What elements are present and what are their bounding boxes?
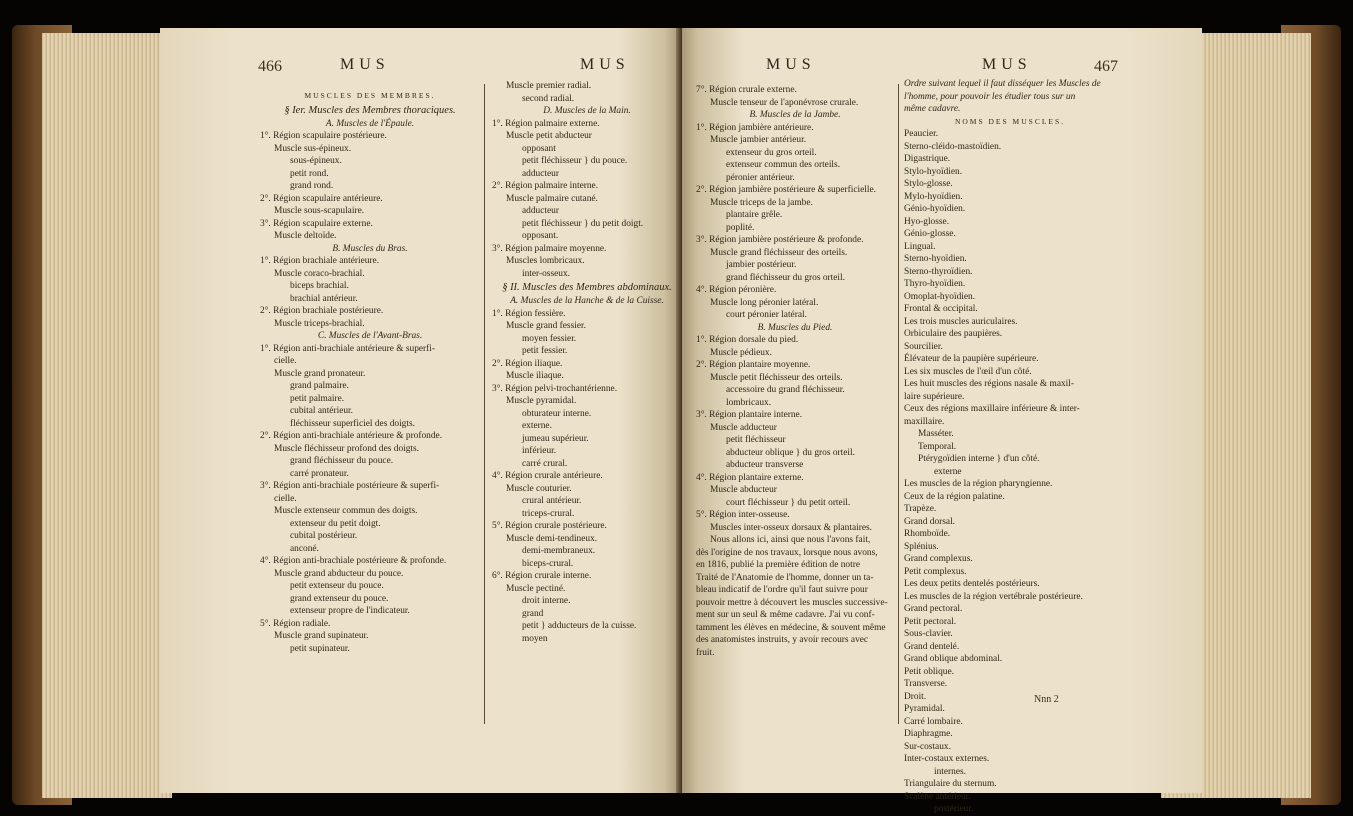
text-line: en 1816, publié la première édition de notre <box>696 560 861 570</box>
text-line: Sterno-thyroïdien. <box>904 266 973 277</box>
text-line: 2°. Région scapulaire antérieure. <box>260 193 383 204</box>
text-line: Génio-hyoïdien. <box>904 204 966 214</box>
text-line: poplité. <box>726 222 755 233</box>
text-line: grand palmaire. <box>290 381 349 391</box>
text-line: Les trois muscles auriculaires. <box>904 316 1018 327</box>
text-line: externe. <box>522 421 552 431</box>
text-line: Muscle abducteur <box>710 485 777 495</box>
text-line: Muscle pectiné. <box>506 583 566 594</box>
text-line: Transverse. <box>904 679 948 689</box>
text-line: Les six muscles de l'œil d'un côté. <box>904 366 1032 377</box>
text-line: Frontal & occipital. <box>904 304 978 314</box>
text-line: opposant <box>522 143 556 154</box>
text-line: grand rond. <box>290 181 334 191</box>
text-line: B. Muscles du Bras. <box>332 243 408 254</box>
text-line: Thyro-hyoïdien. <box>904 279 966 289</box>
text-line: Grand dorsal. <box>904 516 956 527</box>
text-line: petit fléchisseur <box>726 435 786 445</box>
text-line: Sourcilier. <box>904 341 943 352</box>
text-line: Muscle triceps-brachial. <box>274 318 365 329</box>
right-page-column-1 <box>696 84 894 659</box>
text-line: Ordre suivant lequel il faut disséquer les Muscles de <box>904 79 1101 89</box>
text-line: Muscle demi-tendineux. <box>506 533 598 544</box>
text-line: court péronier latéral. <box>726 310 807 320</box>
text-line: Muscle grand fléchisseur des orteils. <box>710 247 848 258</box>
text-line: triceps-crural. <box>522 508 575 519</box>
text-line: péronier antérieur. <box>726 172 795 183</box>
text-line: obturateur interne. <box>522 408 592 419</box>
text-line: Lingual. <box>904 241 936 252</box>
text-line: A. Muscles de l'Épaule. <box>325 118 415 129</box>
text-line: laire supérieure. <box>904 391 965 402</box>
text-line: biceps-crural. <box>522 558 574 569</box>
text-line: adducteur <box>522 168 559 179</box>
text-line: 4°. Région plantaire externe. <box>696 472 804 483</box>
text-line: Sterno-cléido-mastoïdien. <box>904 141 1002 152</box>
text-line: Ptérygoïdien interne } d'un côté. <box>918 454 1040 464</box>
text-line: Traité de l'Anatomie de l'homme, donner un ta- <box>696 572 874 583</box>
text-line: Muscle deltoïde. <box>274 231 337 241</box>
text-line: Muscle coraco-brachial. <box>274 268 365 279</box>
text-line: petit fessier. <box>522 346 568 356</box>
text-line: Masséter. <box>918 429 954 439</box>
text-line: cielle. <box>274 493 297 504</box>
text-line: opposant. <box>522 231 559 241</box>
text-line: cielle. <box>274 356 297 366</box>
text-line: Petit oblique. <box>904 666 954 677</box>
text-line: extenseur du gros orteil. <box>726 147 817 158</box>
text-line: jumeau supérieur. <box>522 433 589 444</box>
text-line: petit fléchisseur } du petit doigt. <box>522 218 644 229</box>
text-line: 3°. Région plantaire interne. <box>696 410 803 420</box>
text-line: petit supinateur. <box>290 643 350 654</box>
text-line: 1°. Région dorsale du pied. <box>696 335 799 345</box>
text-line: Droit. <box>904 691 927 702</box>
text-line: Mylo-hyoïdien. <box>904 191 963 202</box>
text-line: petit palmaire. <box>290 393 345 404</box>
text-line: court fléchisseur } du petit orteil. <box>726 497 851 508</box>
right-page-header-right: MUS <box>982 56 1032 73</box>
text-line: 3°. Région scapulaire externe. <box>260 218 373 229</box>
text-line: 4°. Région péronière. <box>696 285 777 295</box>
text-line: fléchisseur superficiel des doigts. <box>290 418 415 429</box>
text-line: B. Muscles du Pied. <box>757 322 833 333</box>
text-line: 1°. Région brachiale antérieure. <box>260 256 380 266</box>
text-line: Sterno-hyoïdien. <box>904 254 967 264</box>
text-line: Muscle extenseur commun des doigts. <box>274 506 418 516</box>
right-page-column-2 <box>904 78 1116 816</box>
text-line: cubital antérieur. <box>290 406 353 416</box>
text-line: 3°. Région jambière postérieure & profonde. <box>696 235 864 245</box>
text-line: des anatomistes instruits, y avoir recours avec <box>696 635 869 645</box>
text-line: 3°. Région palmaire moyenne. <box>492 243 607 254</box>
text-line: Les muscles de la région pharyngienne. <box>904 479 1053 489</box>
text-line: grand <box>522 608 544 619</box>
left-page-column-1 <box>260 90 480 655</box>
text-line: Muscles lombricaux. <box>506 256 585 266</box>
text-line: Ceux des régions maxillaire inférieure & inter- <box>904 404 1080 414</box>
text-line: Rhomboïde. <box>904 529 951 539</box>
text-line: D. Muscles de la Main. <box>543 106 631 116</box>
text-line: adducteur <box>522 206 559 216</box>
text-line: postérieur. <box>934 804 974 814</box>
left-page-header-right: MUS <box>580 56 630 73</box>
text-line: Muscle grand abducteur du pouce. <box>274 568 404 579</box>
column-rule <box>898 84 899 724</box>
text-line: crural antérieur. <box>522 496 582 506</box>
text-line: Hyo-glosse. <box>904 216 950 227</box>
left-page-number: 466 <box>258 58 282 75</box>
text-line: Muscle iliaque. <box>506 371 564 381</box>
text-line: tamment les élèves en médecine, & souvent même <box>696 622 886 633</box>
text-line: 1°. Région scapulaire postérieure. <box>260 131 387 141</box>
text-line: même cadavre. <box>904 104 961 114</box>
text-line: ment sur un seul & même cadavre. J'ai vu conf- <box>696 610 875 620</box>
text-line: carré pronateur. <box>290 468 349 479</box>
text-line: Muscle petit fléchisseur des orteils. <box>710 372 843 383</box>
text-line: 2°. Région jambière postérieure & superficielle. <box>696 185 876 195</box>
right-page <box>682 28 1202 814</box>
text-line: extenseur propre de l'indicateur. <box>290 606 410 616</box>
text-line: Sous-clavier. <box>904 629 953 639</box>
text-line: Les deux petits dentelés postérieurs. <box>904 579 1040 589</box>
text-line: Digastrique. <box>904 154 951 164</box>
text-line: B. Muscles de la Jambe. <box>749 110 841 120</box>
text-line: Temporal. <box>918 441 957 452</box>
text-line: abducteur oblique } du gros orteil. <box>726 447 855 458</box>
signature-mark: Nnn 2 <box>1034 694 1059 705</box>
text-line: 4°. Région crurale antérieure. <box>492 471 603 481</box>
text-line: Petit pectoral. <box>904 616 957 627</box>
text-line: lombricaux. <box>726 397 772 408</box>
text-line: Stylo-glosse. <box>904 179 953 189</box>
text-line: extenseur du petit doigt. <box>290 518 381 529</box>
text-line: sous-épineux. <box>290 156 342 166</box>
text-line: Inter-costaux externes. <box>904 754 990 764</box>
text-line: pouvoir mettre à découvert les muscles successive- <box>696 597 888 608</box>
text-line: petit fléchisseur } du pouce. <box>522 156 628 166</box>
text-line: Génio-glosse. <box>904 229 956 239</box>
text-line: NOMS DES MUSCLES. <box>954 116 1066 126</box>
text-line: Grand dentelé. <box>904 641 960 652</box>
text-line: 1°. Région fessière. <box>492 308 566 319</box>
text-line: Sur-costaux. <box>904 741 951 752</box>
text-line: extenseur commun des orteils. <box>726 160 841 170</box>
text-line: Muscle pédieux. <box>710 347 772 358</box>
text-line: 5°. Région inter-osseuse. <box>696 510 790 520</box>
text-line: Pyramidal. <box>904 704 945 714</box>
left-page <box>160 28 680 793</box>
text-line: 7°. Région crurale externe. <box>696 85 797 95</box>
text-line: Petit complexus. <box>904 566 967 577</box>
text-line: 1°. Région palmaire externe. <box>492 118 600 129</box>
text-line: Muscle palmaire cutané. <box>506 193 598 204</box>
text-line: Muscle petit abducteur <box>506 131 592 141</box>
text-line: § Ier. Muscles des Membres thoraciques. <box>284 104 456 116</box>
text-line: accessoire du grand fléchisseur. <box>726 385 845 395</box>
text-line: externe <box>934 466 962 477</box>
text-line: 2°. Région plantaire moyenne. <box>696 360 811 370</box>
text-line: 2°. Région iliaque. <box>492 358 563 369</box>
text-line: Muscle grand supinateur. <box>274 631 369 641</box>
text-line: grand fléchisseur du gros orteil. <box>726 272 845 283</box>
text-line: 1°. Région anti-brachiale antérieure & superfi- <box>260 343 436 354</box>
text-line: Carré lombaire. <box>904 716 963 727</box>
text-line: 2°. Région palmaire interne. <box>492 181 599 191</box>
left-page-edges <box>42 33 172 798</box>
text-line: Grand oblique abdominal. <box>904 654 1003 664</box>
text-line: Muscle triceps de la jambe. <box>710 197 813 208</box>
text-line: dès l'origine de nos travaux, lorsque nous avons, <box>696 547 878 558</box>
text-line: Triangulaire du sternum. <box>904 779 997 789</box>
text-line: Muscles inter-osseux dorsaux & plantaires. <box>710 522 873 533</box>
text-line: bleau indicatif de l'ordre qu'il faut suivre pour <box>696 585 868 595</box>
text-line: Scalène antérieur. <box>904 791 971 802</box>
text-line: petit rond. <box>290 168 329 179</box>
text-line: abducteur transverse <box>726 460 804 470</box>
text-line: Les huit muscles des régions nasale & maxil- <box>904 379 1075 389</box>
left-page-header-left: MUS <box>340 56 390 73</box>
text-line: petit extenseur du pouce. <box>290 581 384 591</box>
text-line: Muscle jambier antérieur. <box>710 135 807 145</box>
text-line: carré crural. <box>522 458 568 469</box>
text-line: Muscle fléchisseur profond des doigts. <box>274 443 420 454</box>
text-line: Muscle adducteur <box>710 422 777 433</box>
text-line: internes. <box>934 766 967 777</box>
text-line: Nous allons ici, ainsi que nous l'avons fait, <box>710 535 871 545</box>
text-line: moyen fessier. <box>522 333 577 344</box>
text-line: Ceux de la région palatine. <box>904 491 1005 502</box>
text-line: biceps brachial. <box>290 281 349 291</box>
text-line: 4°. Région anti-brachiale postérieure & profonde. <box>260 556 447 566</box>
text-line: Muscle tenseur de l'aponévrose crurale. <box>710 97 859 108</box>
text-line: Grand pectoral. <box>904 604 963 614</box>
text-line: Muscle sous-scapulaire. <box>274 206 365 216</box>
left-page-column-2 <box>492 80 682 645</box>
text-line: Muscle long péronier latéral. <box>710 297 819 308</box>
text-line: 5°. Région radiale. <box>260 618 331 629</box>
text-line: petit } adducteurs de la cuisse. <box>522 621 637 631</box>
text-line: grand fléchisseur du pouce. <box>290 456 394 466</box>
text-line: grand extenseur du pouce. <box>290 593 389 604</box>
text-line: Omoplat-hyoïdien. <box>904 291 976 302</box>
text-line: Les muscles de la région vertébrale postérieure. <box>904 591 1083 602</box>
text-line: maxillaire. <box>904 416 945 427</box>
right-page-header-left: MUS <box>766 56 816 73</box>
text-line: Muscle grand pronateur. <box>274 368 366 379</box>
right-page-number: 467 <box>1094 58 1118 75</box>
text-line: second radial. <box>522 93 575 104</box>
text-line: 2°. Région anti-brachiale antérieure & profonde. <box>260 431 443 441</box>
text-line: Trapèze. <box>904 504 937 514</box>
text-line: 3°. Région pelvi-trochantérienne. <box>492 383 618 394</box>
text-line: A. Muscles de la Hanche & de la Cuisse. <box>510 296 664 306</box>
text-line: Muscle pyramidal. <box>506 396 577 406</box>
text-line: Peaucier. <box>904 129 939 139</box>
text-line: Diaphragme. <box>904 729 953 739</box>
text-line: Grand complexus. <box>904 554 973 564</box>
text-line: anconé. <box>290 543 319 554</box>
text-line: Orbiculaire des paupières. <box>904 329 1003 339</box>
text-line: l'homme, pour pouvoir les étudier tous sur un <box>904 91 1076 102</box>
text-line: plantaire grêle. <box>726 210 783 220</box>
text-line: cubital postérieur. <box>290 531 358 541</box>
text-line: Élévateur de la paupière supérieure. <box>904 354 1039 364</box>
text-line: fruit. <box>696 647 715 658</box>
text-line: moyen <box>522 633 548 644</box>
text-line: 1°. Région jambière antérieure. <box>696 122 814 133</box>
column-rule <box>484 84 485 724</box>
text-line: 5°. Région crurale postérieure. <box>492 521 607 531</box>
text-line: Muscle sus-épineux. <box>274 143 352 154</box>
text-line: 6°. Région crurale interne. <box>492 571 592 581</box>
text-line: Muscle grand fessier. <box>506 321 586 331</box>
text-line: Stylo-hyoïdien. <box>904 166 963 177</box>
text-line: 3°. Région anti-brachiale postérieure & superfi- <box>260 481 440 491</box>
text-line: demi-membraneux. <box>522 546 596 556</box>
text-line: Splénius. <box>904 541 939 552</box>
text-line: MUSCLES DES MEMBRES. <box>304 91 436 100</box>
text-line: Muscle premier radial. <box>506 81 592 91</box>
text-line: droit interne. <box>522 596 571 606</box>
text-line: jambier postérieur. <box>726 260 797 270</box>
text-line: § II. Muscles des Membres abdominaux. <box>502 282 672 293</box>
text-line: C. Muscles de l'Avant-Bras. <box>317 331 423 341</box>
text-line: brachial antérieur. <box>290 293 358 304</box>
text-line: inter-osseux. <box>522 268 570 279</box>
text-line: 2°. Région brachiale postérieure. <box>260 306 384 316</box>
text-line: Muscle couturier. <box>506 483 572 494</box>
text-line: inférieur. <box>522 446 557 456</box>
